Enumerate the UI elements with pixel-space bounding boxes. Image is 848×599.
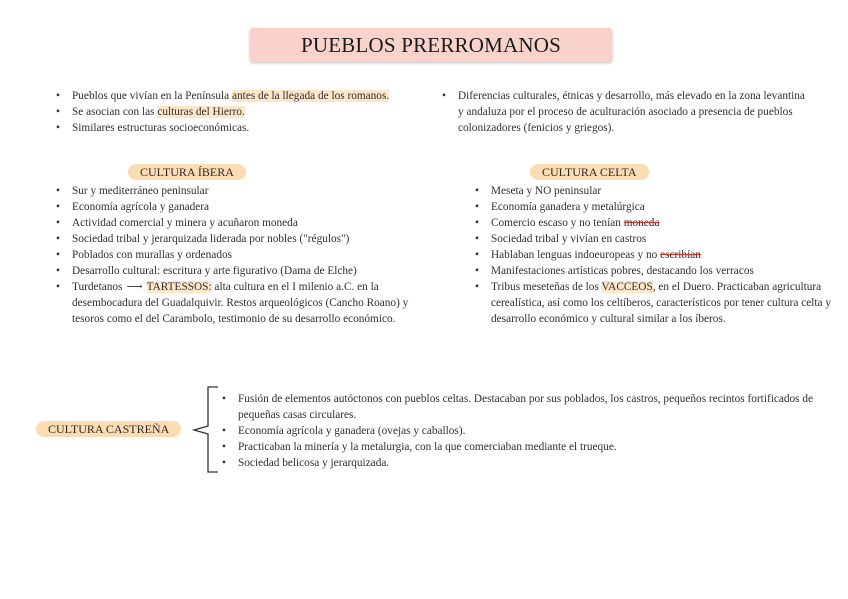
list-item: • Pueblos que vivían en la Península antes de la llegada de los romanos.: [54, 88, 454, 104]
curly-brace-icon: [188, 386, 222, 474]
list-item: • Actividad comercial y minera y acuñaron moneda: [54, 215, 439, 231]
right-arrow-icon: ⟶: [126, 281, 143, 293]
intro-right-list: [440, 88, 810, 136]
list-item: • Similares estructuras socioeconómicas.: [54, 120, 454, 136]
list-item: • Hablaban lenguas indoeuropeas y no escribían: [473, 247, 833, 263]
list-item: • Desarrollo cultural: escritura y arte figurativo (Dama de Elche): [54, 263, 439, 279]
list-item: • Poblados con murallas y ordenados: [54, 247, 439, 263]
castrena-list: [220, 391, 820, 471]
list-item: • Fusión de elementos autóctonos con pueblos celtas. Destacaban por sus poblados, los castros, pequeños recintos fortificados de pequeñas casas circulares.: [220, 391, 820, 423]
list-item: • Turdetanos ⟶ TARTESSOS: alta cultura en el I milenio a.C. en la desembocadura del Guadalquivir. Restos arqueológicos (Cancho Roano) y tesoros como el del Carambolo, testimonio de su desarrollo económico.: [54, 279, 439, 327]
list-item: • Manifestaciones artísticas pobres, destacando los verracos: [473, 263, 833, 279]
intro-left-list: [54, 88, 454, 136]
page-title: PUEBLOS PRERROMANOS: [250, 28, 612, 62]
list-item: • Meseta y NO peninsular: [473, 183, 833, 199]
list-item: • Tribus meseteñas de los VACCEOS, en el Duero. Practicaban agricultura cerealística, así como los celtíberos, característicos por tener cultura celta y desarrollo económico y cultural similar a los íberos.: [473, 279, 833, 327]
list-item: • Comercio escaso y no tenían moneda: [473, 215, 833, 231]
celtic-list: [473, 183, 833, 327]
iberian-culture-label: CULTURA ÍBERA: [128, 164, 246, 180]
list-item: • Sociedad belicosa y jerarquizada.: [220, 455, 820, 471]
list-item: • Se asocian con las culturas del Hierro.: [54, 104, 454, 120]
list-item: • Diferencias culturales, étnicas y desarrollo, más elevado en la zona levantina y andaluza por el proceso de aculturación asociado a presencia de pueblos colonizadores (fenicios y griegos).: [440, 88, 810, 136]
list-item: • Economía agrícola y ganadera (ovejas y caballos).: [220, 423, 820, 439]
celtic-culture-label: CULTURA CELTA: [530, 164, 649, 180]
list-item: • Economía ganadera y metalúrgica: [473, 199, 833, 215]
iberian-list: [54, 183, 439, 327]
list-item: • Economía agrícola y ganadera: [54, 199, 439, 215]
list-item: • Sociedad tribal y vivían en castros: [473, 231, 833, 247]
list-item: • Sur y mediterráneo peninsular: [54, 183, 439, 199]
list-item: • Practicaban la minería y la metalurgia, con la que comerciaban mediante el trueque.: [220, 439, 820, 455]
list-item: • Sociedad tribal y jerarquizada liderada por nobles ("régulos"): [54, 231, 439, 247]
castrena-culture-label: CULTURA CASTREÑA: [36, 421, 181, 437]
